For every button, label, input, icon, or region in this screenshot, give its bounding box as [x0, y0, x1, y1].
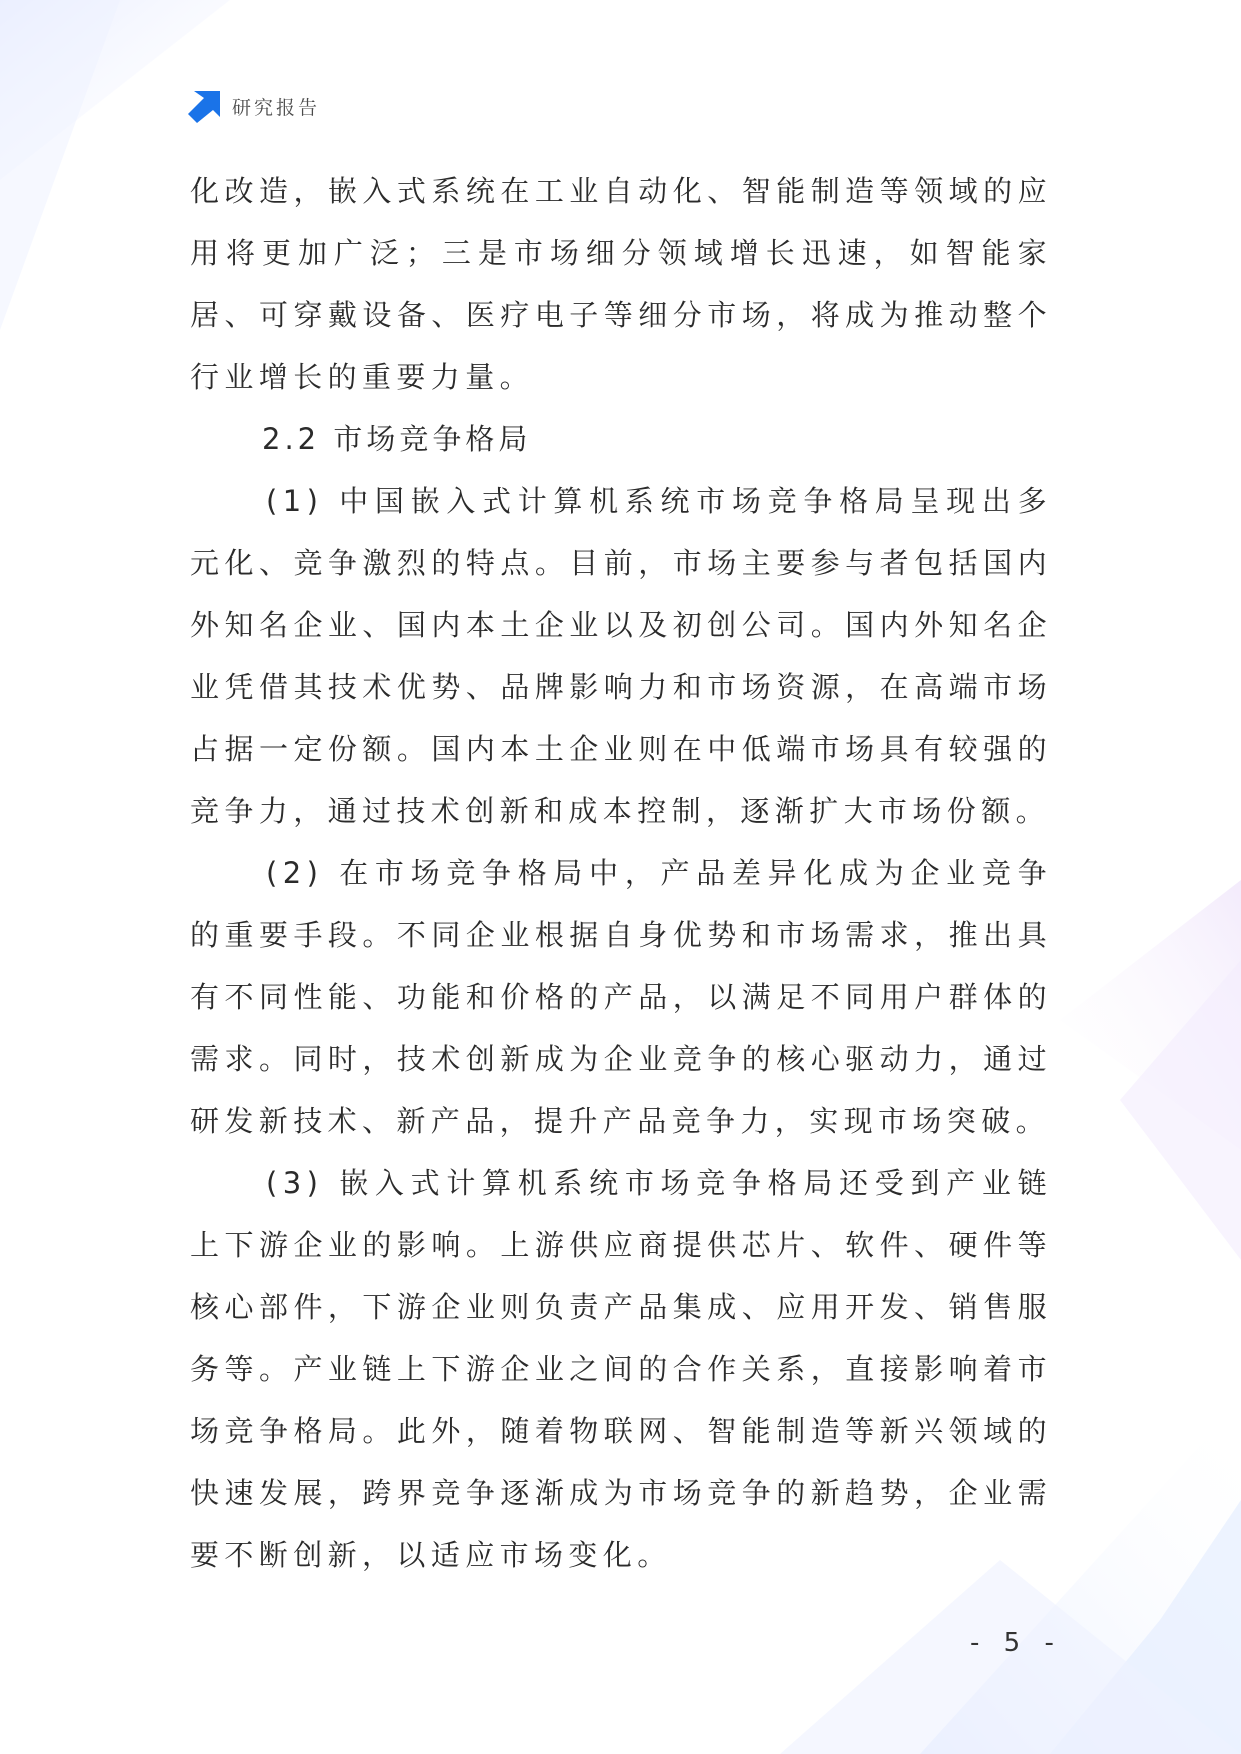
paragraph-1: (1) 中国嵌入式计算机系统市场竞争格局呈现出多元化、竞争激烈的特点。目前，市场主要参与者包括国内外知名企业、国内本土企业以及初创公司。国内外知名企业凭借其技术优势、品牌影响力和市场资源，在高端市场占据一定份额。国内本土企业则在中低端市场具有较强的竞争力，通过技术创新和成本控制，逐渐扩大市场份额。 [190, 484, 1052, 828]
document-body [190, 160, 1052, 1586]
page-number: - 5 - [970, 1628, 1062, 1658]
paragraph-3: (3) 嵌入式计算机系统市场竞争格局还受到产业链上下游企业的影响。上游供应商提供芯片、软件、硬件等核心部件，下游企业则负责产品集成、应用开发、销售服务等。产业链上下游企业之间的合作关系，直接影响着市场竞争格局。此外，随着物联网、智能制造等新兴领域的快速发展，跨界竞争逐渐成为市场竞争的新趋势，企业需要不断创新，以适应市场变化。 [190, 1166, 1052, 1572]
section-heading: 2.2 市场竞争格局 [262, 422, 532, 456]
header-title: 研究报告 [232, 96, 321, 119]
report-header [188, 88, 320, 124]
paragraph-2: (2) 在市场竞争格局中，产品差异化成为企业竞争的重要手段。不同企业根据自身优势和市场需求，推出具有不同性能、功能和价格的产品，以满足不同用户群体的需求。同时，技术创新成为企业竞争的核心驱动力，通过研发新技术、新产品，提升产品竞争力，实现市场突破。 [190, 856, 1052, 1138]
arrow-up-right-icon [188, 89, 222, 123]
paragraph-continued: 化改造，嵌入式系统在工业自动化、智能制造等领域的应用将更加广泛；三是市场细分领域增长迅速，如智能家居、可穿戴设备、医疗电子等细分市场，将成为推动整个行业增长的重要力量。 [190, 174, 1052, 394]
